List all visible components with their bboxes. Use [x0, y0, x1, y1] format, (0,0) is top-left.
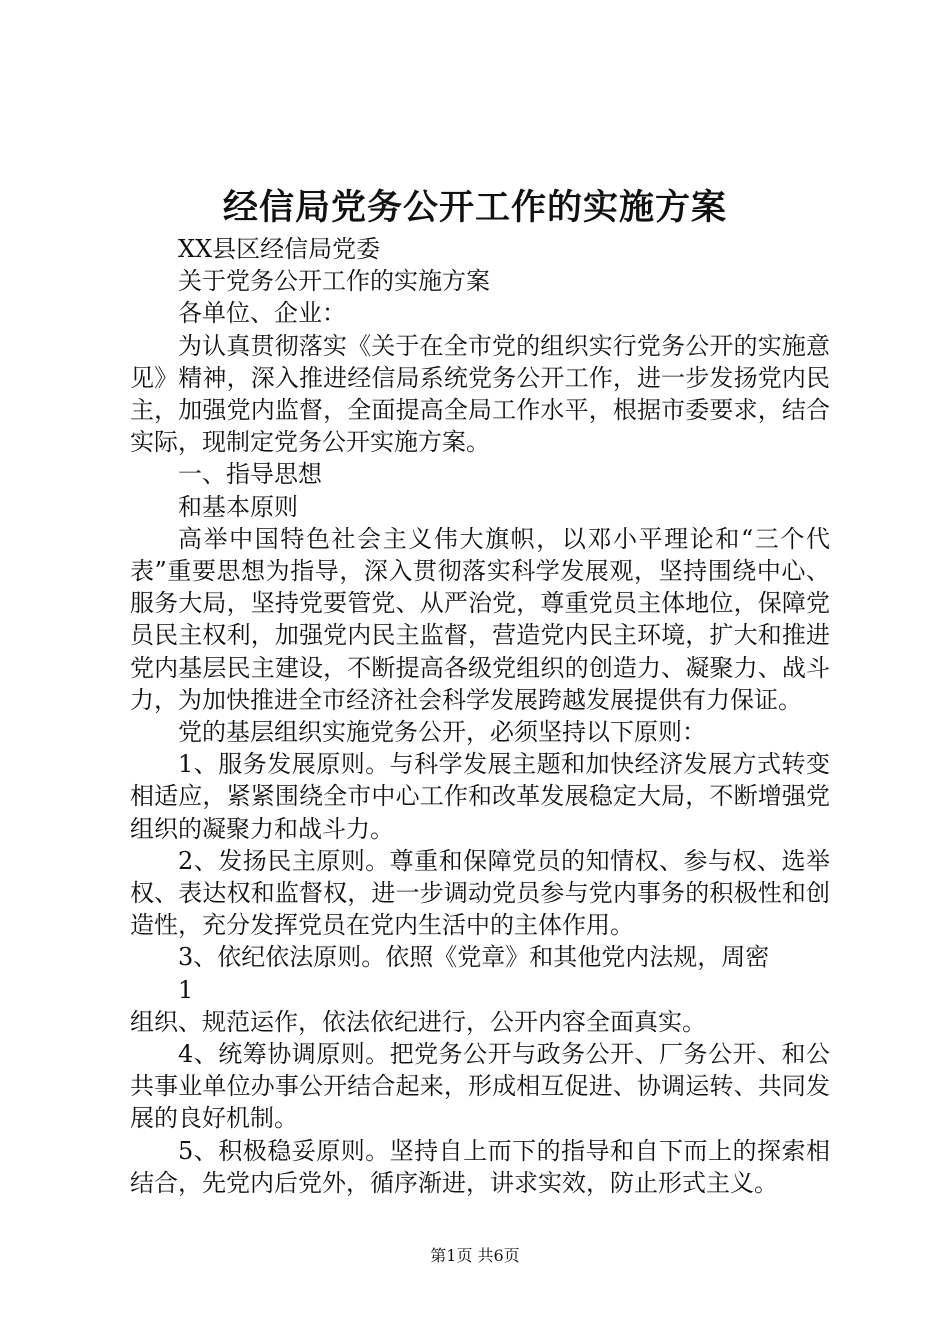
paragraph: 各单位、企业：	[178, 299, 346, 328]
paragraph: 5、积极稳妥原则。坚持自上而下的指导和自下而上的探索相结合，先党内后党外，循序渐进，讲求实效，防止形式主义。	[130, 1136, 830, 1197]
paragraph: XX县区经信局党委	[178, 235, 381, 263]
page-footer: 第1页 共6页	[430, 1246, 520, 1265]
paragraph: 3、依纪依法原则。依照《党章》和其他党内法规，周密	[178, 943, 770, 972]
paragraph: 4、统筹协调原则。把党务公开与政务公开、厂务公开、和公共事业单位办事公开结合起来，形成相互促进、协调运转、共同发展的良好机制。	[130, 1040, 830, 1133]
paragraph: 2、发扬民主原则。尊重和保障党员的知情权、参与权、选举权、表达权和监督权，进一步调动党员参与党内事务的积极性和创造性，充分发挥党员在党内生活中的主体作用。	[130, 846, 830, 940]
section-heading: 一、指导思想	[178, 460, 322, 489]
paragraph: 党的基层组织实施党务公开，必须坚持以下原则：	[178, 718, 706, 747]
paragraph: 1、服务发展原则。与科学发展主题和加快经济发展方式转变相适应，紧紧围绕全市中心工作和改革发展稳定大局，不断增强党组织的凝聚力和战斗力。	[130, 750, 830, 843]
document-title: 经信局党务公开工作的实施方案	[222, 187, 727, 228]
page-break-number: 1	[178, 975, 194, 1004]
paragraph: 关于党务公开工作的实施方案	[178, 267, 490, 296]
document-body	[130, 233, 830, 1199]
paragraph: 为认真贯彻落实《关于在全市党的组织实行党务公开的实施意见》精神，深入推进经信局系统党务公开工作，进一步发扬党内民主，加强党内监督，全面提高全局工作水平，根据市委要求，结合实际，现制定党务公开实施方案。	[130, 331, 830, 457]
section-heading: 和基本原则	[178, 492, 298, 521]
paragraph: 高举中国特色社会主义伟大旗帜，以邓小平理论和“三个代表”重要思想为指导，深入贯彻落实科学发展观，坚持围绕中心、服务大局，坚持党要管党、从严治党，尊重党员主体地位，保障党员民主权利，加强党内民主监督，营造党内民主环境，扩大和推进党内基层民主建设，不断提高各级党组织的创造力、凝聚力、战斗力，为加快推进全市经济社会科学发展跨越发展提供有力保证。	[130, 524, 830, 714]
paragraph: 组织、规范运作，依法依纪进行，公开内容全面真实。	[130, 1007, 706, 1036]
